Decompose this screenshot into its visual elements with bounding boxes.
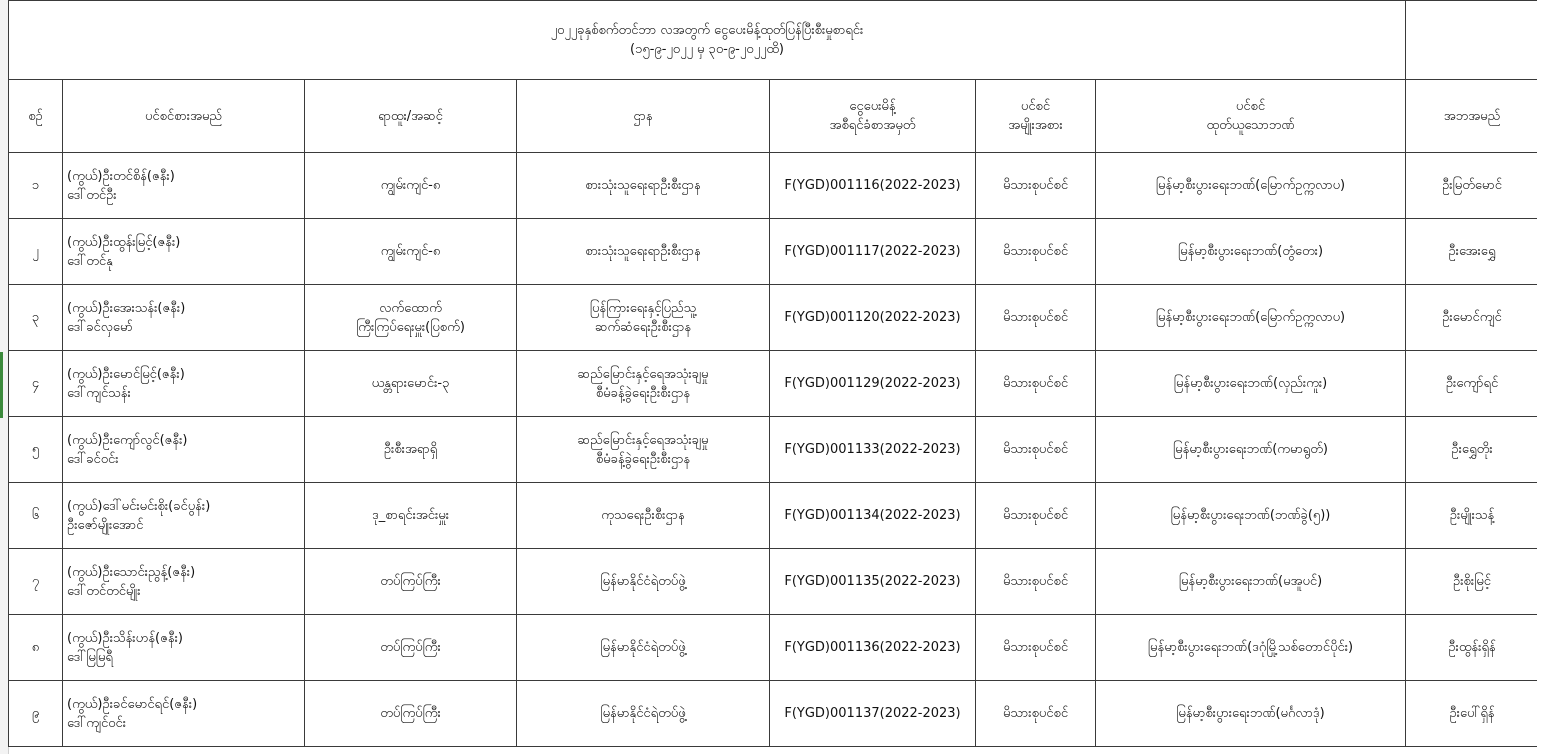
cell-text-report: F(YGD)001116(2022-2023) bbox=[784, 178, 961, 193]
cell-serial[interactable] bbox=[9, 417, 63, 483]
cell-text-name2: ဒေါ်တင်ဦး bbox=[67, 187, 117, 203]
cell-report-number[interactable] bbox=[770, 615, 976, 681]
cell-pensioner-name[interactable] bbox=[63, 615, 305, 681]
cell-text-dept1: ပြန်ကြားရေးနှင့်ပြည်သူ့ bbox=[589, 300, 697, 316]
cell-text-rank1: လက်ထောက် bbox=[379, 300, 442, 316]
cell-text-name2: ဒေါ်တင်နု bbox=[67, 253, 113, 269]
cell-text-father: ဦးအေးရွှေ bbox=[1448, 244, 1496, 259]
cell-text-dept2: စီမံခန့်ခွဲရေးဦးစီးဌာန bbox=[595, 451, 691, 467]
cell-text-dept1: ဆည်မြောင်းနှင့်ရေအသုံးချမှု bbox=[577, 432, 709, 448]
cell-text-rank1: ဒု_စာရင်းအင်းမှူး bbox=[371, 508, 450, 523]
cell-pensioner-name[interactable] bbox=[63, 219, 305, 285]
cell-rank[interactable] bbox=[305, 285, 517, 351]
cell-text-dept1: မြန်မာနိုင်ငံရဲတပ်ဖွဲ့ bbox=[600, 706, 686, 721]
cell-pensioner-name[interactable] bbox=[63, 681, 305, 747]
report-title-line-1: ၂၀၂၂ခုနှစ်စက်တင်ဘာ လအတွက် ငွေပေးမိန့်ထုတ်ပြန်ပြီးစီးမှုစာရင်း bbox=[550, 23, 864, 38]
pension-table bbox=[8, 0, 1539, 747]
cell-bank[interactable] bbox=[1096, 615, 1406, 681]
cell-department[interactable] bbox=[517, 417, 770, 483]
header-row bbox=[9, 80, 1539, 153]
cell-rank[interactable] bbox=[305, 549, 517, 615]
cell-rank[interactable] bbox=[305, 483, 517, 549]
cell-report-number[interactable] bbox=[770, 219, 976, 285]
cell-department[interactable] bbox=[517, 615, 770, 681]
cell-text-name2: ဦးဇော်မျိုးအောင် bbox=[67, 517, 144, 533]
cell-text-rank1: တပ်ကြပ်ကြီး bbox=[380, 574, 441, 589]
header-bank[interactable] bbox=[1096, 80, 1406, 153]
cell-text-no: ၄ bbox=[31, 376, 40, 391]
cell-pension-type[interactable] bbox=[976, 681, 1096, 747]
cell-text: အမျိုးအစား bbox=[1008, 118, 1063, 133]
cell-pensioner-name[interactable] bbox=[63, 549, 305, 615]
cell-text-rank2: ကြီးကြပ်ရေးမှူး(ပြစက်) bbox=[356, 319, 465, 335]
cell-text-bank: မြန်မာ့စီးပွားရေးဘဏ်(မင်္ဂလာဒုံ) bbox=[1176, 706, 1325, 721]
cell-text-name2: ဒေါ်ခင်ဝင်း bbox=[67, 451, 119, 467]
header-report-number[interactable] bbox=[770, 80, 976, 153]
cell-text: ပင်စင် bbox=[1020, 99, 1051, 114]
cell-rank[interactable] bbox=[305, 351, 517, 417]
table-row bbox=[9, 681, 1539, 747]
cell-text: ပင်စင်စားအမည် bbox=[144, 108, 223, 124]
cell-text-name2: ဒေါ်ခင်လှမော် bbox=[67, 319, 133, 335]
cell-text-rank1: ဦးစီးအရာရှိ bbox=[383, 442, 438, 457]
cell-bank[interactable] bbox=[1096, 483, 1406, 549]
cell-rank[interactable] bbox=[305, 153, 517, 219]
cell-report-number[interactable] bbox=[770, 285, 976, 351]
cell-text-no: ၆ bbox=[31, 508, 40, 523]
cell-text-dept2: ဆက်ဆံရေးဦးစီးဌာန bbox=[594, 319, 692, 335]
cell-serial[interactable] bbox=[9, 285, 63, 351]
cell-text-no: ၂ bbox=[32, 244, 39, 259]
cell-text-bank: မြန်မာ့စီးပွားရေးဘဏ်(ကမာရွတ်) bbox=[1173, 442, 1328, 457]
cell-text-rank1: ယန္တရားမောင်း-၃ bbox=[371, 376, 450, 391]
cell-text-name1: (ကွယ်)ဦးအေးသန်း(ဇနီး) bbox=[67, 300, 186, 316]
cell-text-bank: မြန်မာ့စီးပွားရေးဘဏ်(တွံတေး) bbox=[1177, 244, 1324, 259]
cell-text-dept1: စားသုံးသူရေးရာဦးစီးဌာန bbox=[585, 178, 701, 193]
cell-pension-type[interactable] bbox=[976, 417, 1096, 483]
cell-department[interactable] bbox=[517, 219, 770, 285]
cell-text-report: F(YGD)001135(2022-2023) bbox=[784, 574, 961, 589]
cell-report-number[interactable] bbox=[770, 351, 976, 417]
cell-text-bank: မြန်မာ့စီးပွားရေးဘဏ်(ဘဏ်ခွဲ(၅)) bbox=[1170, 508, 1331, 523]
cell-text-father: ဦးရွှေတိုး bbox=[1451, 442, 1493, 457]
header-serial[interactable] bbox=[9, 80, 63, 153]
table-row bbox=[9, 351, 1539, 417]
cell-serial[interactable] bbox=[9, 351, 63, 417]
cell-text-type: မိသားစုပင်စင် bbox=[1002, 310, 1069, 325]
cell-father-name[interactable] bbox=[1406, 153, 1539, 219]
cell-text-rank1: တပ်ကြပ်ကြီး bbox=[380, 706, 441, 721]
cell-text-report: F(YGD)001137(2022-2023) bbox=[784, 706, 961, 721]
cell-father-name[interactable] bbox=[1406, 351, 1539, 417]
cell-bank[interactable] bbox=[1096, 351, 1406, 417]
cell-text: စဉ် bbox=[28, 108, 43, 124]
cell-text-bank: မြန်မာ့စီးပွားရေးဘဏ်(မြောက်ဥက္ကလာပ) bbox=[1155, 178, 1346, 193]
cell-text: ငွေပေးမိန့် bbox=[849, 99, 896, 114]
cell-text: ထုတ်ယူသောဘဏ် bbox=[1206, 118, 1295, 133]
cell-text-name1: (ကွယ်)ဦးခင်မောင်ရင်(ဇနီး) bbox=[67, 696, 198, 712]
cell-father-name[interactable] bbox=[1406, 417, 1539, 483]
cell-text-report: F(YGD)001117(2022-2023) bbox=[784, 244, 961, 259]
cell-serial[interactable] bbox=[9, 219, 63, 285]
cell-text-report: F(YGD)001129(2022-2023) bbox=[784, 376, 961, 391]
cell-text-type: မိသားစုပင်စင် bbox=[1002, 442, 1069, 457]
cell-bank[interactable] bbox=[1096, 219, 1406, 285]
cell-text-name1: (ကွယ်)ဦးထွန်းမြင့်(ဇနီး) bbox=[67, 234, 181, 250]
cell-father-name[interactable] bbox=[1406, 483, 1539, 549]
cell-department[interactable] bbox=[517, 153, 770, 219]
cell-text-dept1: ဆည်မြောင်းနှင့်ရေအသုံးချမှု bbox=[577, 366, 709, 382]
cell-pension-type[interactable] bbox=[976, 153, 1096, 219]
cell-department[interactable] bbox=[517, 351, 770, 417]
cell-department[interactable] bbox=[517, 549, 770, 615]
table-row bbox=[9, 285, 1539, 351]
cell-text-dept1: စားသုံးသူရေးရာဦးစီးဌာန bbox=[585, 244, 701, 259]
header-pensioner-name[interactable] bbox=[63, 80, 305, 153]
cell-bank[interactable] bbox=[1096, 153, 1406, 219]
cell-text-report: F(YGD)001120(2022-2023) bbox=[784, 310, 961, 325]
cell-report-number[interactable] bbox=[770, 549, 976, 615]
cell-report-number[interactable] bbox=[770, 153, 976, 219]
cell-text-no: ၉ bbox=[31, 706, 40, 721]
cell-text-father: ဦးထွန်းရှိန် bbox=[1448, 640, 1496, 655]
report-title[interactable] bbox=[9, 1, 1406, 80]
cell-pension-type[interactable] bbox=[976, 483, 1096, 549]
cell-text-name1: (ကွယ်)ဦးသိန်းဟန်(ဇနီး) bbox=[67, 630, 183, 646]
cell-father-name[interactable] bbox=[1406, 615, 1539, 681]
cell-text-type: မိသားစုပင်စင် bbox=[1002, 706, 1069, 721]
cell-text-type: မိသားစုပင်စင် bbox=[1002, 178, 1069, 193]
cell-father-name[interactable] bbox=[1406, 219, 1539, 285]
cell-text-bank: မြန်မာ့စီးပွားရေးဘဏ်(မြောက်ဥက္ကလာပ) bbox=[1155, 310, 1346, 325]
cell-pensioner-name[interactable] bbox=[63, 351, 305, 417]
cell-serial[interactable] bbox=[9, 681, 63, 747]
cell-department[interactable] bbox=[517, 483, 770, 549]
table-row bbox=[9, 219, 1539, 285]
cell-text-no: ၁ bbox=[31, 178, 40, 193]
cell-report-number[interactable] bbox=[770, 681, 976, 747]
header-department[interactable] bbox=[517, 80, 770, 153]
cell-text-name2: ဒေါ်ကျင်ဝင်း bbox=[67, 715, 126, 731]
table-row bbox=[9, 417, 1539, 483]
cell-text-name2: ဒေါ်တင်တင်မျိုး bbox=[67, 583, 141, 599]
cell-bank[interactable] bbox=[1096, 285, 1406, 351]
cell-text-report: F(YGD)001136(2022-2023) bbox=[784, 640, 961, 655]
cell-report-number[interactable] bbox=[770, 483, 976, 549]
cell-text-name1: (ကွယ်)ဦးသောင်းညွန့်(ဇနီး) bbox=[67, 564, 196, 580]
table-row bbox=[9, 549, 1539, 615]
cell-text-rank1: ကျွမ်းကျင်-၈ bbox=[380, 178, 441, 193]
selected-row-marker bbox=[0, 352, 3, 418]
cell-text-bank: မြန်မာ့စီးပွားရေးဘဏ်(လှည်းကူး) bbox=[1173, 376, 1328, 391]
cell-department[interactable] bbox=[517, 285, 770, 351]
cell-text-report: F(YGD)001133(2022-2023) bbox=[784, 442, 961, 457]
header-father-name[interactable] bbox=[1406, 80, 1539, 153]
cell-text-father: ဦးပေါ်ရှိန် bbox=[1449, 706, 1495, 721]
cell-pension-type[interactable] bbox=[976, 219, 1096, 285]
cell-pension-type[interactable] bbox=[976, 351, 1096, 417]
header-rank[interactable] bbox=[305, 80, 517, 153]
cell-text-report: F(YGD)001134(2022-2023) bbox=[784, 508, 961, 523]
cell-department[interactable] bbox=[517, 681, 770, 747]
cell-report-number[interactable] bbox=[770, 417, 976, 483]
cell-text-father: ဦးမျိုးသန့် bbox=[1449, 508, 1495, 523]
cell-rank[interactable] bbox=[305, 615, 517, 681]
cell-text-name1: (ကွယ်)ဒေါ်မင်းမင်းစိုး(ခင်ပွန်း) bbox=[67, 498, 211, 514]
title-blank-cell[interactable] bbox=[1406, 1, 1539, 80]
cell-bank[interactable] bbox=[1096, 681, 1406, 747]
cell-father-name[interactable] bbox=[1406, 549, 1539, 615]
table-row bbox=[9, 483, 1539, 549]
cell-pensioner-name[interactable] bbox=[63, 417, 305, 483]
cell-text-father: ဦးမြတ်မောင် bbox=[1442, 178, 1502, 193]
cell-text: အဘအမည် bbox=[1443, 108, 1501, 124]
cell-text-no: ၅ bbox=[31, 442, 40, 457]
cell-serial[interactable] bbox=[9, 549, 63, 615]
cell-text-type: မိသားစုပင်စင် bbox=[1002, 508, 1069, 523]
cell-text-name2: ဒေါ်မြမြရီ bbox=[67, 649, 113, 665]
cell-serial[interactable] bbox=[9, 153, 63, 219]
cell-pensioner-name[interactable] bbox=[63, 483, 305, 549]
cell-text-bank: မြန်မာ့စီးပွားရေးဘဏ်(မအူပင်) bbox=[1178, 574, 1323, 589]
cell-text-no: ၇ bbox=[31, 574, 40, 589]
title-row bbox=[9, 1, 1539, 80]
cell-rank[interactable] bbox=[305, 219, 517, 285]
cell-text-father: ဦးမောင်ကျင် bbox=[1442, 310, 1502, 325]
cell-text-father: ဦးစိုးမြင့် bbox=[1453, 574, 1491, 589]
cell-text-name1: (ကွယ်)ဦးမောင်မြင့်(ဇနီး) bbox=[67, 366, 185, 382]
cell-bank[interactable] bbox=[1096, 417, 1406, 483]
cell-text-no: ၈ bbox=[31, 640, 40, 655]
cell-text-type: မိသားစုပင်စင် bbox=[1002, 640, 1069, 655]
table-row bbox=[9, 153, 1539, 219]
cell-text: ရာထူး/အဆင့် bbox=[378, 108, 443, 124]
cell-text-bank: မြန်မာ့စီးပွားရေးဘဏ်(ဒဂုံမြို့သစ်တောင်ပိုင်း) bbox=[1147, 640, 1354, 655]
cell-serial[interactable] bbox=[9, 483, 63, 549]
cell-text-dept2: စီမံခန့်ခွဲရေးဦးစီးဌာန bbox=[595, 385, 691, 401]
cell-pension-type[interactable] bbox=[976, 615, 1096, 681]
sheet-right-margin bbox=[1537, 0, 1547, 754]
cell-rank[interactable] bbox=[305, 417, 517, 483]
cell-text-name1: (ကွယ်)ဦးကျော်လွင်(ဇနီး) bbox=[67, 432, 188, 448]
cell-bank[interactable] bbox=[1096, 549, 1406, 615]
cell-text-dept1: မြန်မာနိုင်ငံရဲတပ်ဖွဲ့ bbox=[600, 574, 686, 589]
cell-rank[interactable] bbox=[305, 681, 517, 747]
cell-pension-type[interactable] bbox=[976, 549, 1096, 615]
cell-father-name[interactable] bbox=[1406, 285, 1539, 351]
cell-text-dept1: ကုသရေးဦးစီးဌာန bbox=[601, 508, 685, 523]
cell-text-rank1: တပ်ကြပ်ကြီး bbox=[380, 640, 441, 655]
cell-text-rank1: ကျွမ်းကျင်-၈ bbox=[380, 244, 441, 259]
cell-serial[interactable] bbox=[9, 615, 63, 681]
cell-pensioner-name[interactable] bbox=[63, 153, 305, 219]
header-pension-type[interactable] bbox=[976, 80, 1096, 153]
cell-father-name[interactable] bbox=[1406, 681, 1539, 747]
cell-text-name2: ဒေါ်ကျင်သန်း bbox=[67, 385, 131, 401]
cell-text-type: မိသားစုပင်စင် bbox=[1002, 244, 1069, 259]
cell-text: ဌာန bbox=[633, 108, 653, 124]
cell-text-no: ၃ bbox=[31, 310, 40, 325]
cell-text: အစီရင်ခံစာအမှတ် bbox=[829, 118, 916, 133]
cell-pensioner-name[interactable] bbox=[63, 285, 305, 351]
cell-text-dept1: မြန်မာနိုင်ငံရဲတပ်ဖွဲ့ bbox=[600, 640, 686, 655]
report-title-line-2: (၁၅-၉-၂၀၂၂ မှ ၃၀-၉-၂၀၂၂ထိ) bbox=[630, 42, 784, 57]
cell-text-type: မိသားစုပင်စင် bbox=[1002, 574, 1069, 589]
table-row bbox=[9, 615, 1539, 681]
cell-text-name1: (ကွယ်)ဦးတင်စိန်(ဇနီး) bbox=[67, 168, 175, 184]
cell-text-father: ဦးကျော်ရင် bbox=[1445, 376, 1499, 391]
cell-pension-type[interactable] bbox=[976, 285, 1096, 351]
cell-text-type: မိသားစုပင်စင် bbox=[1002, 376, 1069, 391]
cell-text: ပင်စင် bbox=[1235, 99, 1266, 114]
